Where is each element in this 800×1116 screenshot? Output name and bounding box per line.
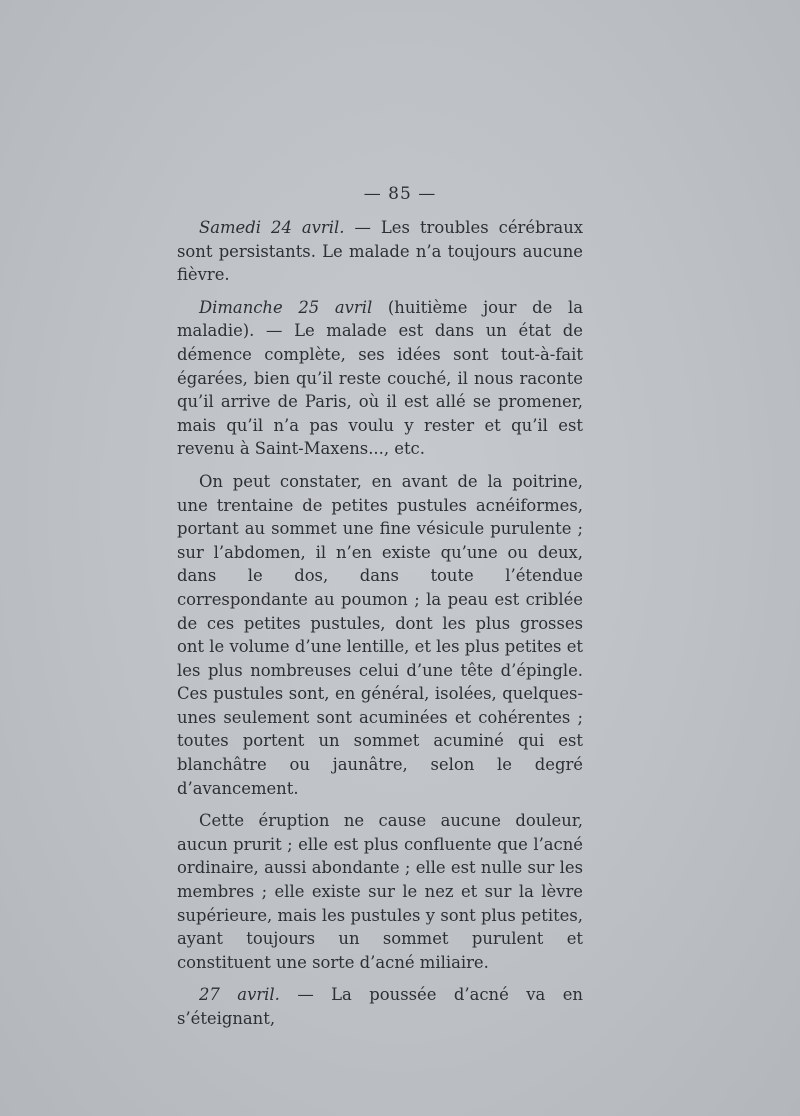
date-heading: 27 avril. [199, 985, 280, 1005]
paragraph-text: Cette éruption ne cause aucune douleur, aucun prurit ; elle est plus confluente que l’acné ordinaire, aussi abondante ; elle est nulle sur les membres ; elle existe sur le nez et sur la lèvre supérieure, mais les pustules y sont plus petites, ayant toujours un sommet purulent et constituent une sorte d’acné miliaire. [177, 811, 583, 972]
paragraph-text: — La poussée d’acné va en s’éteignant, [177, 985, 583, 1028]
page-number: — 85 — [363, 184, 437, 204]
body-text [177, 216, 583, 1031]
paragraph-text: — Les troubles cérébraux sont persistants. Le malade n’a toujours aucune fièvre. [177, 218, 583, 285]
paragraph-27-avril [177, 983, 583, 1030]
paragraph-text: On peut constater, en avant de la poitrine, une trentaine de petites pustules acnéiformes, portant au sommet une fine vésicule purulente ; sur l’abdomen, il n’en existe qu’une ou deux, dans le dos, dans toute l’étendue correspondante au poumon ; la peau est criblée de ces petites pustules, dont les plus grosses ont le volume d’une lentille, et les plus petites et les plus nombreuses celui d’une tête d’épingle. Ces pustules sont, en général, isolées, quelques-unes seulement sont acuminées et cohérentes ; toutes portent un sommet acuminé qui est blanchâtre ou jaunâtre, selon le degré d’avancement. [177, 471, 583, 798]
date-heading: Dimanche 25 avril [199, 297, 373, 317]
paragraph-dimanche [177, 296, 583, 461]
paragraph-text: (huitième jour de la maladie). — Le malade est dans un état de démence complète, ses idées sont tout-à-fait égarées, bien qu’il reste couché, il nous raconte qu’il arrive de Paris, où il est allé se promener, mais qu’il n’a pas voulu y rester et qu’il est revenu à Saint-Maxens..., etc. [177, 297, 583, 459]
paragraph-samedi [177, 216, 583, 287]
paragraph-pustules [177, 470, 583, 800]
date-heading: Samedi 24 avril. [199, 218, 345, 237]
paragraph-eruption [177, 809, 583, 974]
